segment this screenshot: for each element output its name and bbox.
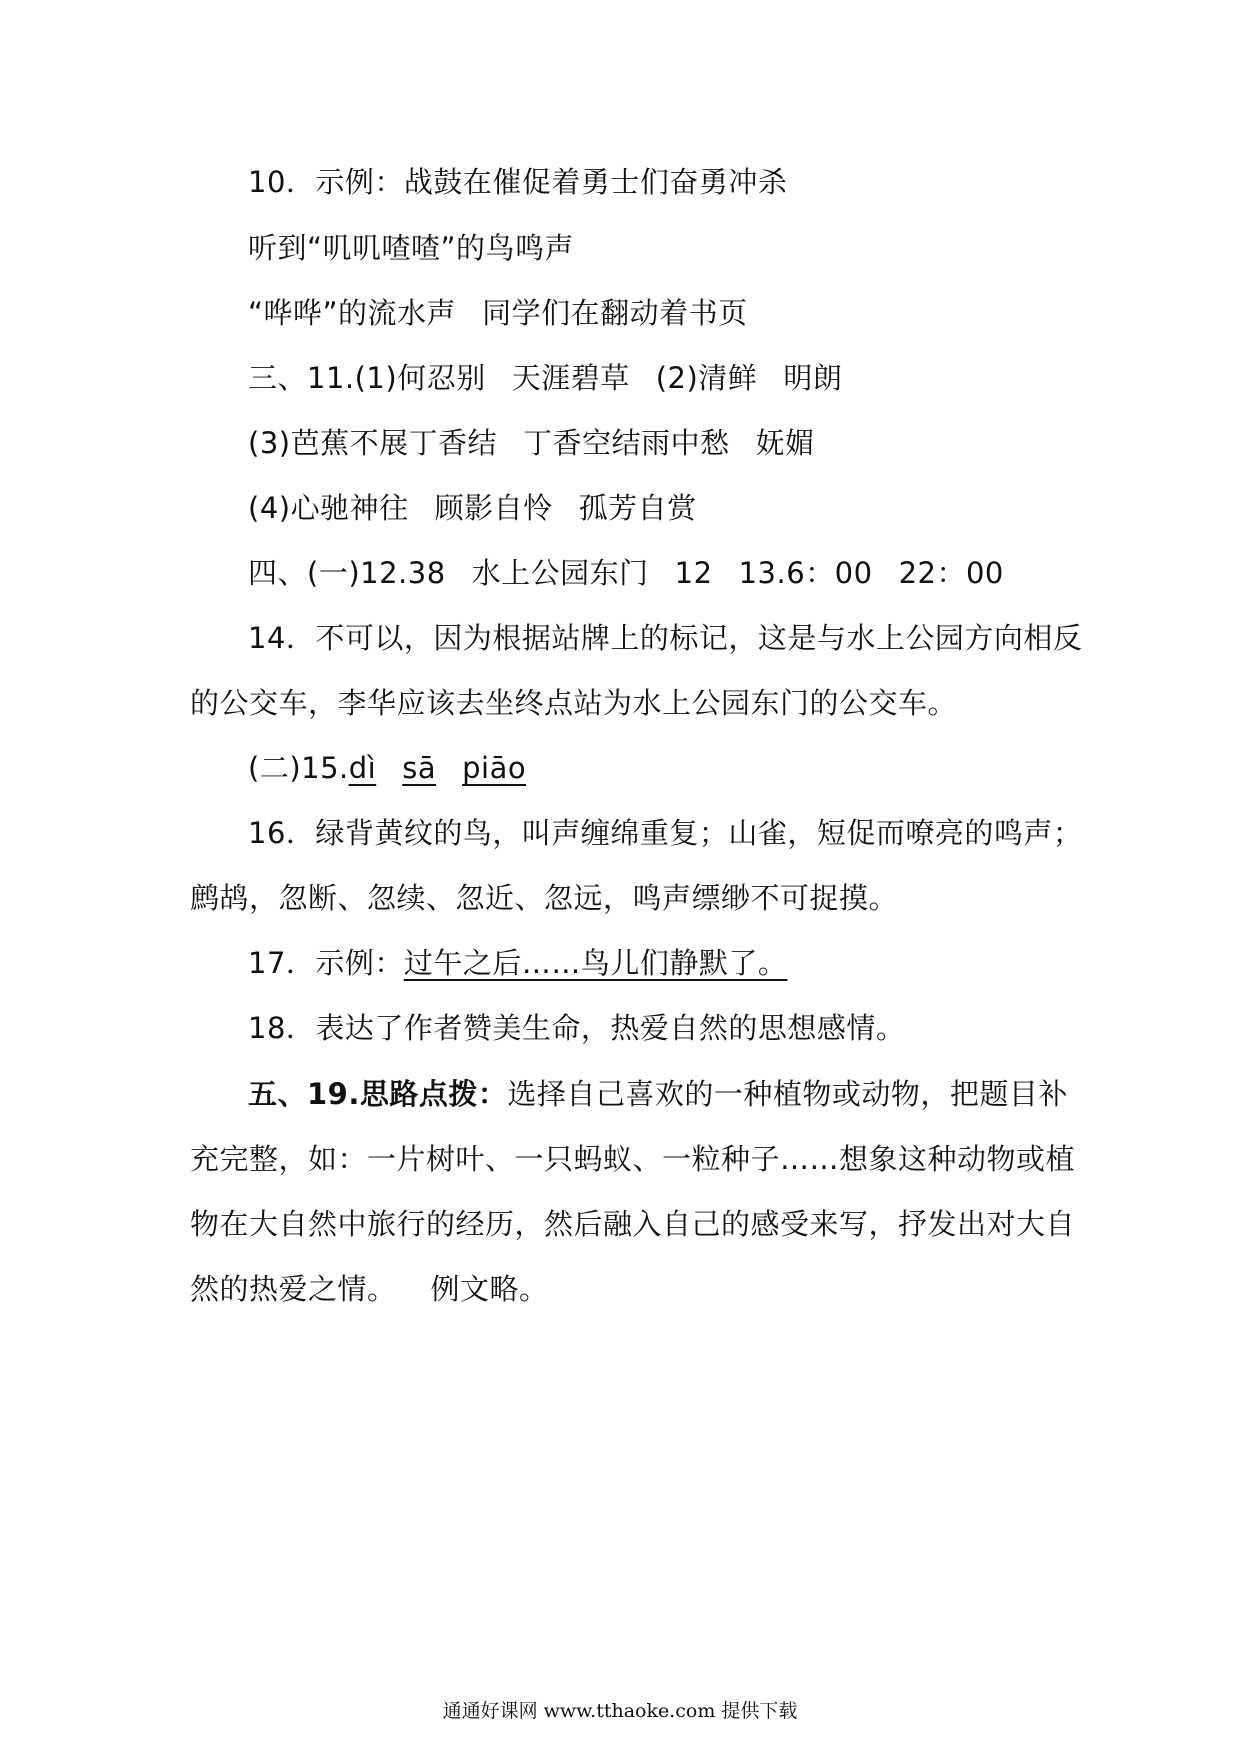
answer-line-16: 16．绿背黄纹的鸟，叫声缠绵重复；山雀，短促而嘹亮的鸣声； <box>248 816 1083 850</box>
answer-line-14-cont: 的公交车，李华应该去坐终点站为水上公园东门的公交车。 <box>190 686 958 720</box>
answer-line-11-4: (4)心驰神往 顾影自怜 孤芳自赏 <box>248 491 697 525</box>
pinyin-di: dì <box>348 751 377 785</box>
page-footer: 通通好课网 www.tthaoke.com 提供下载 <box>442 1700 798 1722</box>
answer-line-16-cont: 鹧鸪，忽断、忽续、忽近、忽远，鸣声缥缈不可捉摸。 <box>190 881 899 915</box>
answer-line-12-13: 四、(一)12.38 水上公园东门 12 13.6：00 22：00 <box>248 556 1004 590</box>
answer-line-10-cont-1: 听到“叽叽喳喳”的鸟鸣声 <box>248 231 575 265</box>
answer-line-19-cont-2: 物在大自然中旅行的经历，然后融入自己的感受来写，抒发出对大自 <box>190 1207 1076 1241</box>
answer-line-10-cont-2: “哗哗”的流水声 同学们在翻动着书页 <box>248 296 748 330</box>
answer-line-15: (二)15.dì sā piāo <box>248 751 527 785</box>
answer-line-19-cont-1: 充完整，如：一片树叶、一只蚂蚁、一粒种子……想象这种动物或植 <box>190 1142 1076 1176</box>
answer-line-19-cont-3: 然的热爱之情。 例文略。 <box>190 1272 549 1306</box>
answer-line-11-3: (3)芭蕉不展丁香结 丁香空结雨中愁 妩媚 <box>248 426 815 460</box>
answer-line-18: 18．表达了作者赞美生命，热爱自然的思想感情。 <box>248 1011 906 1045</box>
underlined-quote: 过午之后……鸟儿们静默了。 <box>403 946 788 980</box>
answer-line-11: 三、11.(1)何忍别 天涯碧草 (2)清鲜 明朗 <box>248 361 843 395</box>
pinyin-piao: piāo <box>462 751 527 785</box>
pinyin-sa: sā <box>402 751 437 785</box>
answer-line-14: 14．不可以，因为根据站牌上的标记，这是与水上公园方向相反 <box>248 621 1083 655</box>
answer-line-19: 五、19.思路点拨：选择自己喜欢的一种植物或动物，把题目补 <box>248 1077 1068 1111</box>
hint-label: 五、19.思路点拨： <box>248 1077 508 1111</box>
answer-line-17: 17．示例：过午之后……鸟儿们静默了。 <box>248 946 788 980</box>
answer-line-10: 10．示例：战鼓在催促着勇士们奋勇冲杀 <box>248 165 788 199</box>
